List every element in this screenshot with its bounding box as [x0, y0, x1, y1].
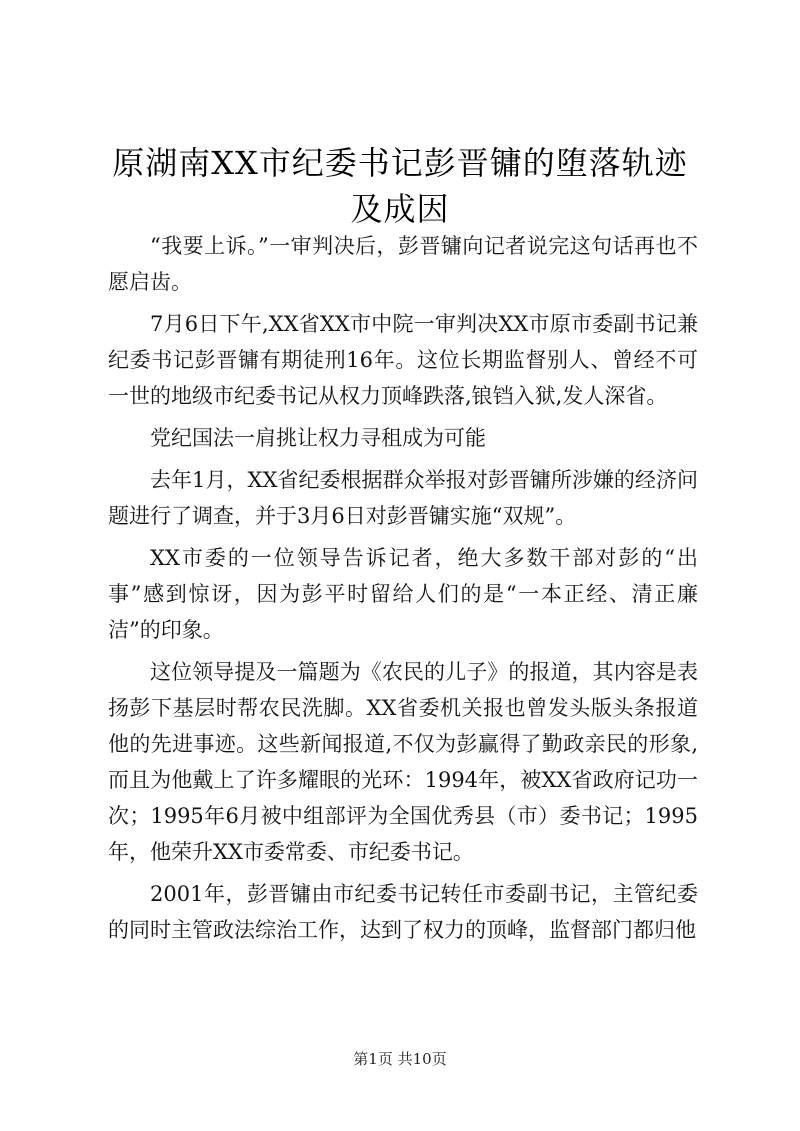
paragraph-2: 7月6日下午,XX省XX市中院一审判决XX市原市委副书记兼纪委书记彭晋镛有期徒刑16年。这位长期监督别人、曾经不可一世的地级市纪委书记从权力顶峰跌落,锒铛入狱,发人深省。 [108, 312, 698, 408]
paragraph-1: “我要上诉。”一审判决后，彭晋镛向记者说完这句话再也不愿启齿。 [108, 234, 698, 294]
paragraph-4: XX市委的一位领导告诉记者，绝大多数干部对彭的“出事”感到惊讶，因为彭平时留给人们的是“一本正经、清正廉洁”的印象。 [108, 546, 698, 642]
document-body [108, 228, 698, 954]
document-title: 原湖南XX市纪委书记彭晋镛的堕落轨迹及成因 [112, 144, 688, 228]
section-heading: 党纪国法一肩挑让权力寻租成为可能 [150, 426, 486, 450]
paragraph-3: 去年1月，XX省纪委根据群众举报对彭晋镛所涉嫌的经济问题进行了调查，并于3月6日对彭晋镛实施“双规”。 [108, 468, 698, 528]
page-footer: 第1页 共10页 [353, 1050, 447, 1068]
paragraph-6: 2001年，彭晋镛由市纪委书记转任市委副书记，主管纪委的同时主管政法综治工作，达到了权力的顶峰，监督部门都归他 [108, 882, 698, 942]
paragraph-5: 这位领导提及一篇题为《农民的儿子》的报道，其内容是表扬彭下基层时帮农民洗脚。XX省委机关报也曾发头版头条报道他的先进事迹。这些新闻报道,不仅为彭赢得了勤政亲民的形象,而且为他戴上了许多耀眼的光环：1994年，被XX省政府记功一次；1995年6月被中组部评为全国优秀县（市）委书记；1995年，他荣升XX市委常委、市纪委书记。 [108, 660, 698, 864]
